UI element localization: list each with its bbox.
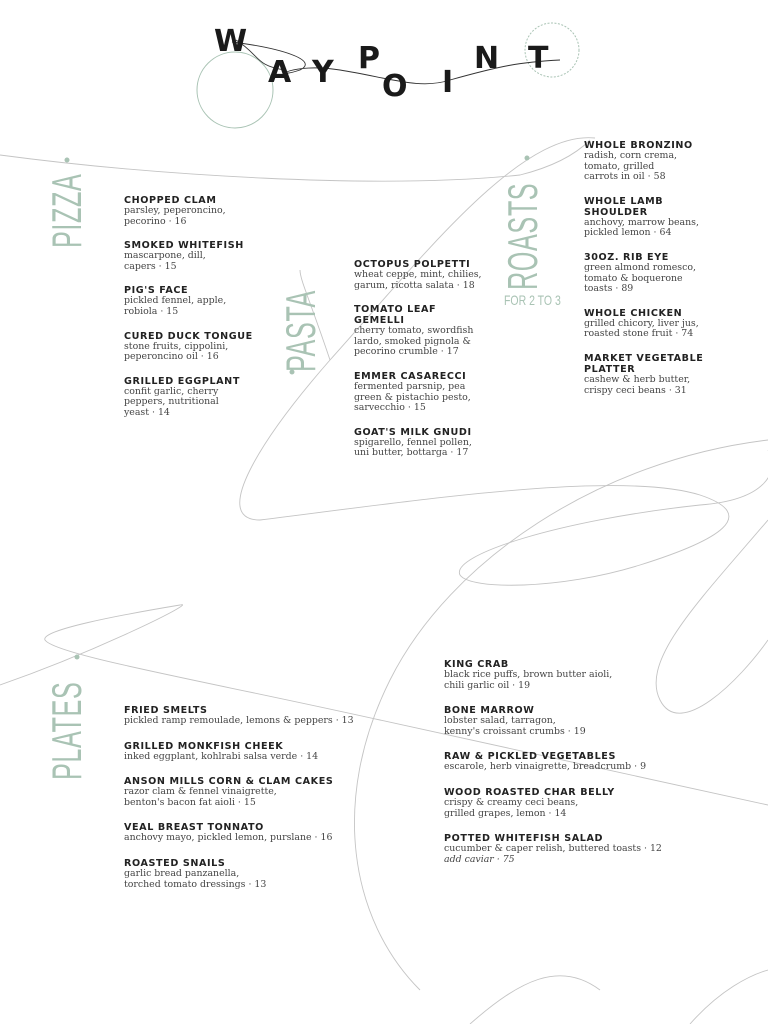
menu-item [444,787,694,819]
menu-item-name: ROASTED SNAILS [124,857,226,869]
menu-item-desc: garlic bread panzanella, torched tomato dressings · 13 [124,867,267,890]
logo-letter: A [268,55,292,90]
menu-item-name: ANSON MILLS CORN & CLAM CAKES [124,776,334,788]
menu-item-desc: fermented parsnip, pea green & pistachio pesto, sarvecchio · 15 [354,380,471,414]
menu-item [124,705,374,727]
menu-item [444,833,694,865]
plates-menu-list-left [124,705,374,890]
menu-item-name: TOMATO LEAF GEMELLI [354,304,437,327]
menu-item-desc: grilled chicory, liver jus, roasted stone fruit · 74 [584,317,699,340]
pizza-menu-list [124,195,274,419]
menu-item [124,776,374,808]
menu-item-desc: escarole, herb vinaigrette, breadcrumb · 9 [444,761,647,773]
menu-item-name: FRIED SMELTS [124,705,208,716]
section-label-plates: PLATES [43,681,90,780]
logo-letter: O [382,69,408,104]
menu-item [124,331,274,363]
menu-item-name: VEAL BREAST TONNATO [124,822,264,834]
menu-item-name: WOOD ROASTED CHAR BELLY [444,786,615,798]
menu-item [584,196,744,239]
menu-item-desc: pickled fennel, apple, robiola · 15 [124,295,227,317]
menu-item-desc: confit garlic, cherry peppers, nutritional yeast · 14 [124,385,219,418]
menu-item-name: KING CRAB [444,659,509,670]
menu-item-desc: radish, corn crema, tomato, grilled carrots in oil · 58 [584,150,678,183]
menu-item-name: MARKET VEGETABLE PLATTER [584,352,704,375]
menu-item-name: EMMER CASARECCI [354,370,467,382]
menu-item [584,252,744,295]
menu-item-desc: green almond romesco, tomato & boquerone toasts · 89 [584,261,696,295]
menu-item-name: CHOPPED CLAM [124,195,217,206]
menu-item-desc: stone fruits, cippolini, peperoncino oil · 16 [124,340,229,363]
logo-letter: P [358,41,380,76]
restaurant-logo [0,0,768,140]
menu-item [124,285,274,317]
menu-item [354,259,504,291]
menu-item [584,353,744,396]
section-sublabel-roasts: FOR 2 TO 3 [504,292,561,308]
menu-item-name: GRILLED EGGPLANT [124,375,240,387]
logo-letter: N [474,41,500,76]
pasta-menu-list [354,259,504,459]
menu-item-name: OCTOPUS POLPETTI [354,259,471,270]
menu-item [124,822,374,844]
menu-item [444,659,694,691]
menu-item [124,195,274,227]
menu-item-name: WHOLE LAMB SHOULDER [584,195,664,218]
menu-item [124,376,274,419]
section-label-pasta: PASTA [277,290,324,372]
menu-item-desc: cherry tomato, swordfish lardo, smoked pignola & pecorino crumble · 17 [354,325,474,358]
menu-item-name: GOAT'S MILK GNUDI [354,426,472,438]
menu-item [584,140,744,183]
menu-item-name: BONE MARROW [444,705,535,717]
menu-item [354,304,504,358]
menu-item [124,240,274,272]
menu-item [584,308,744,340]
menu-item-desc: anchovy mayo, pickled lemon, purslane · 16 [124,832,333,844]
menu-item-desc: cashew & herb butter, crispy ceci beans · 31 [584,373,691,396]
menu-item-desc: crispy & creamy ceci beans, grilled grapes, lemon · 14 [444,796,579,819]
menu-item-name: 30OZ. RIB EYE [584,251,669,263]
plates-menu-list-right [444,659,694,865]
menu-item [444,751,694,773]
menu-item-name: RAW & PICKLED VEGETABLES [444,751,616,763]
menu-item-desc: mascarpone, dill, capers · 15 [124,250,206,272]
menu-item-name: CURED DUCK TONGUE [124,330,253,342]
menu-item [124,741,374,763]
menu-item-name: SMOKED WHITEFISH [124,240,244,252]
menu-item-desc: cucumber & caper relish, buttered toasts · 12 [444,843,662,855]
menu-item-desc: razor clam & fennel vinaigrette, benton's bacon fat aioli · 15 [124,786,277,808]
logo-letter: T [528,41,549,76]
menu-item-name: WHOLE BRONZINO [584,140,693,151]
logo-letter: I [442,65,454,100]
menu-item [354,427,504,459]
menu-item-name: WHOLE CHICKEN [584,307,683,319]
menu-item-name: GRILLED MONKFISH CHEEK [124,740,284,752]
roasts-menu-list [584,140,744,396]
menu-item-desc: parsley, peperoncino, pecorino · 16 [124,205,226,227]
menu-item-desc: lobster salad, tarragon, kenny's croissant crumbs · 19 [444,715,586,737]
menu-item-name: POTTED WHITEFISH SALAD [444,833,604,845]
menu-item-desc: anchovy, marrow beans, pickled lemon · 64 [584,216,699,239]
menu-item-name: PIG'S FACE [124,285,189,297]
menu-item-desc: inked eggplant, kohlrabi salsa verde · 14 [124,750,319,762]
menu-item [444,705,694,737]
menu-item-addon: add caviar · 75 [444,853,515,865]
menu-item [354,371,504,414]
menu-item-desc: black rice puffs, brown butter aioli, chili garlic oil · 19 [444,669,613,691]
section-label-roasts: ROASTS [499,182,546,290]
menu-item-desc: pickled ramp remoulade, lemons & peppers · 13 [124,715,354,726]
menu-item-desc: wheat ceppe, mint, chilies, garum, ricotta salata · 18 [354,269,482,291]
menu-item-desc: spigarello, fennel pollen, uni butter, bottarga · 17 [354,436,472,459]
section-label-pizza: PIZZA [43,173,90,248]
logo-letter: W [214,24,248,59]
logo-letter: Y [312,55,334,90]
menu-item [124,858,374,890]
